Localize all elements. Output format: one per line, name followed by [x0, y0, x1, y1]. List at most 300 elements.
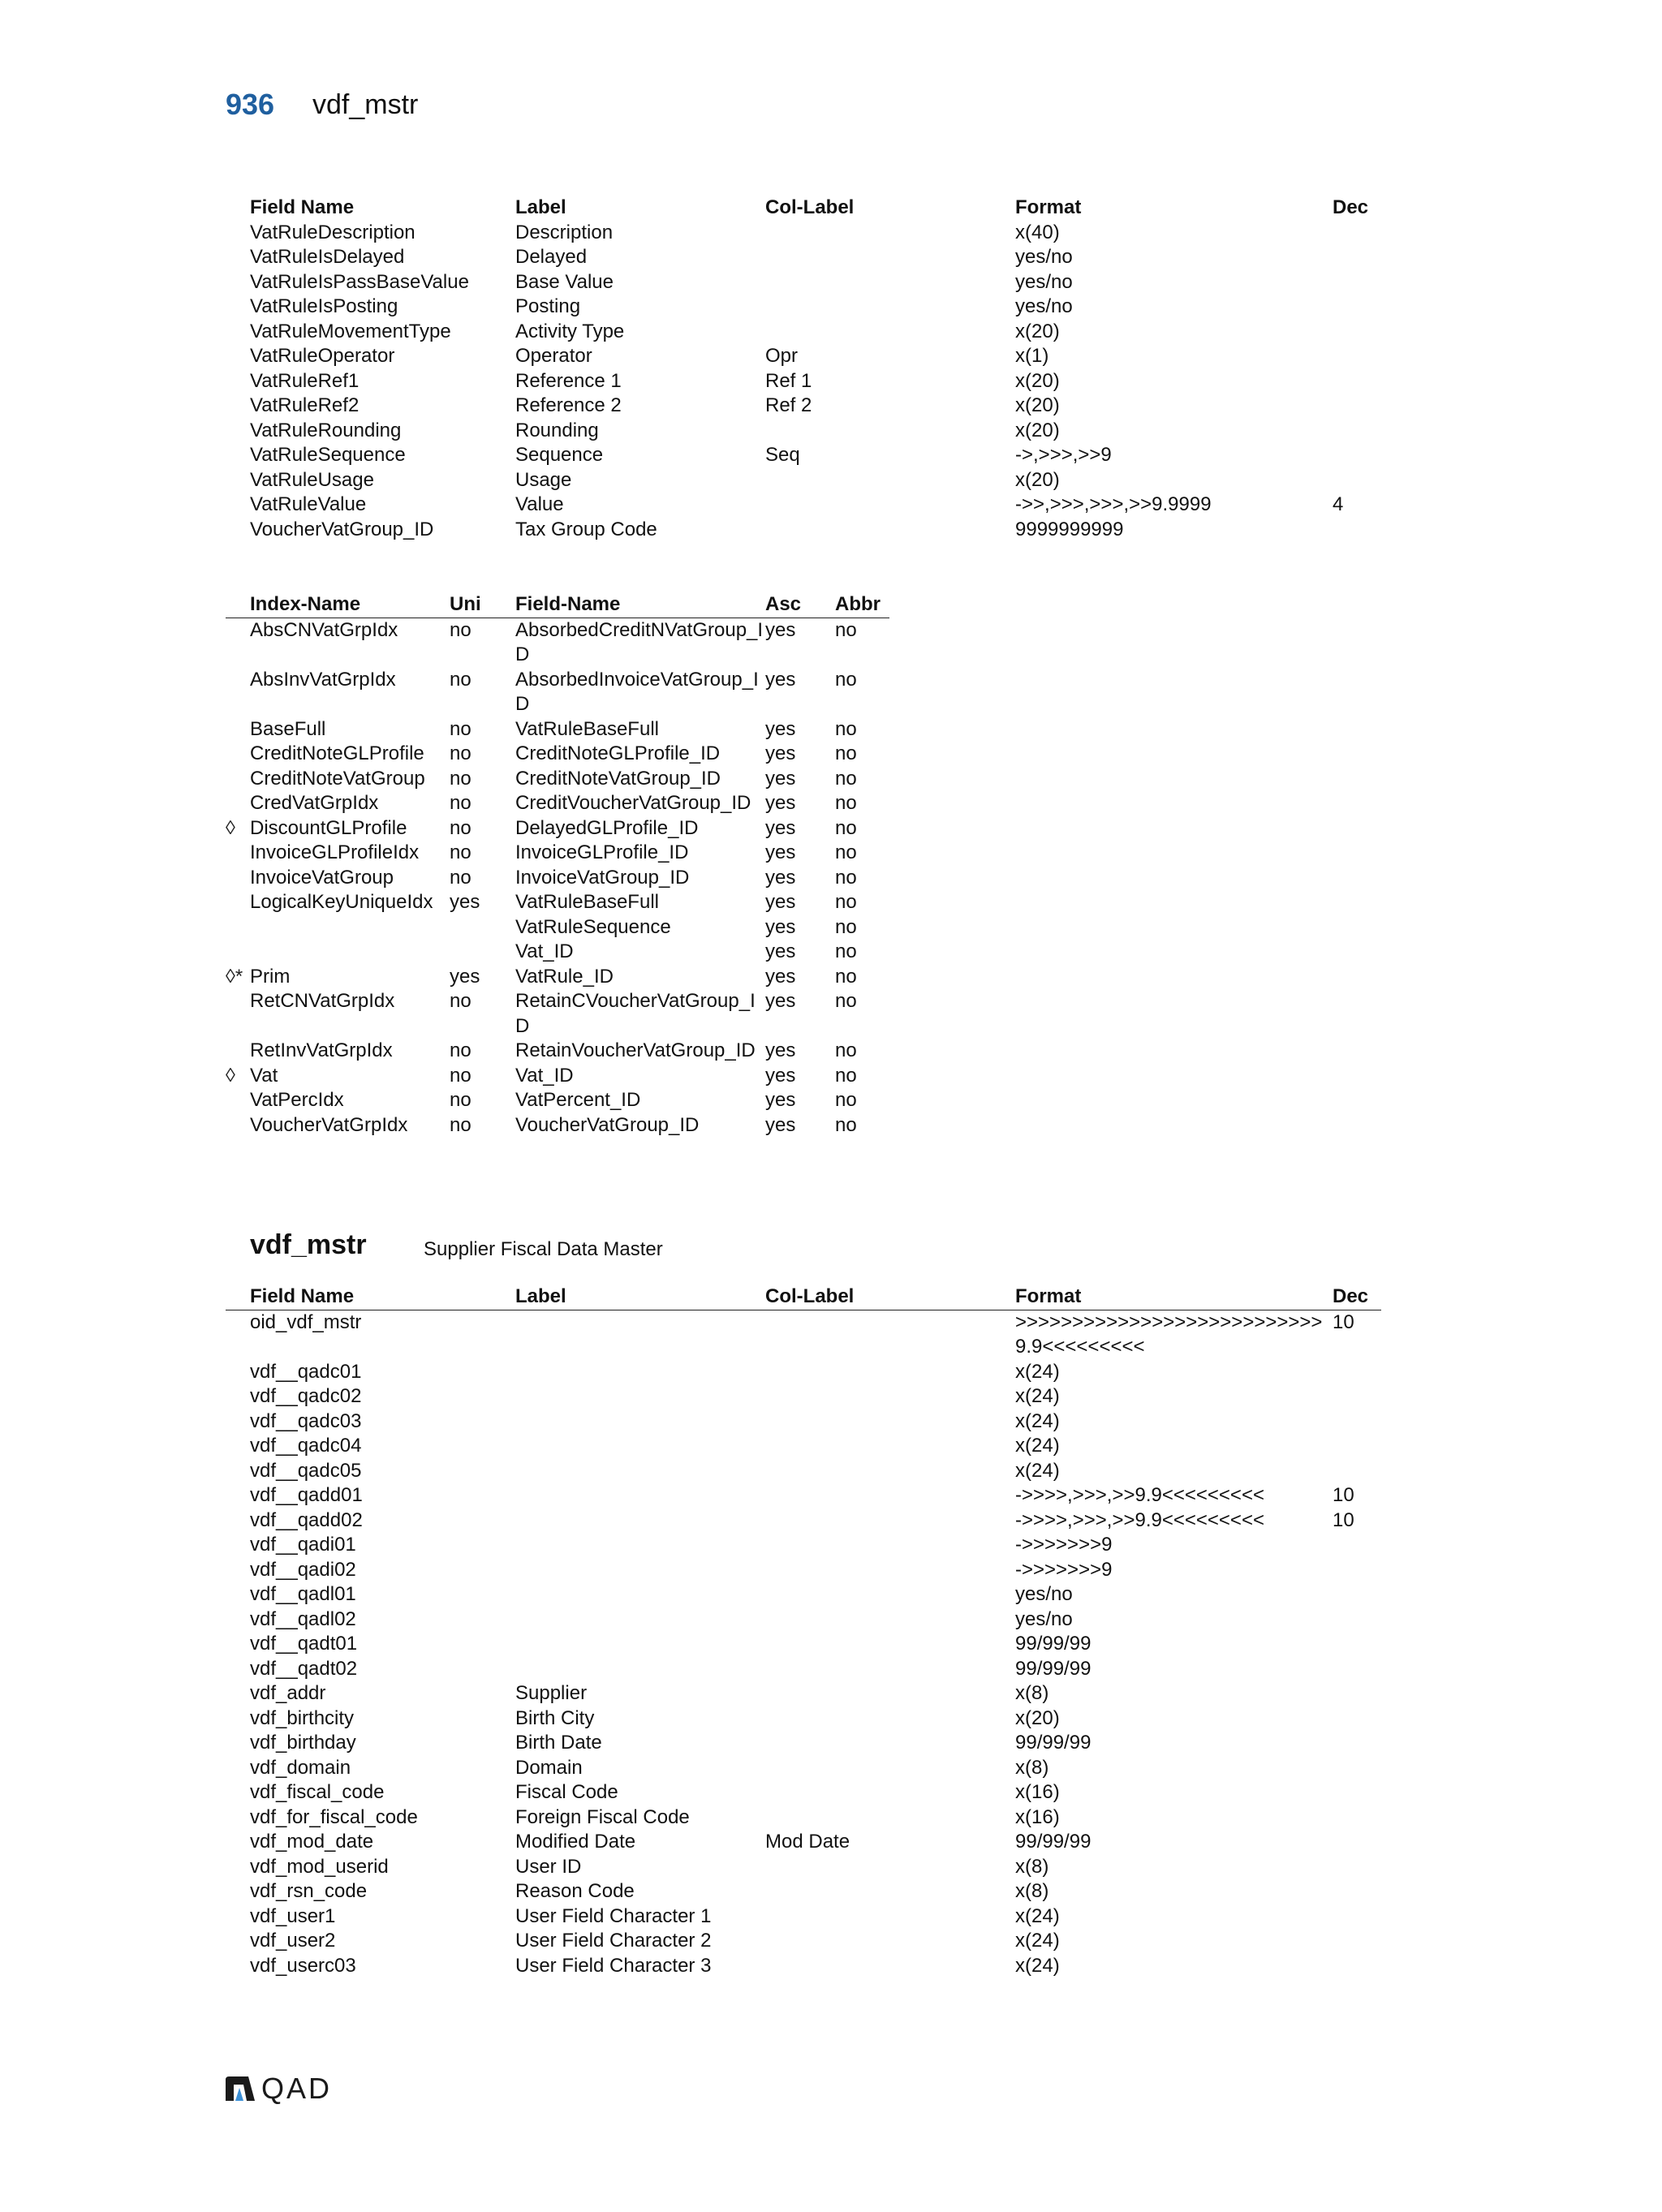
- table-cell: [226, 717, 250, 742]
- table-row: [226, 668, 889, 717]
- table-cell: vdf_for_fiscal_code: [250, 1805, 418, 1828]
- table-row: [226, 940, 889, 965]
- header-index-name: Index-Name: [250, 593, 361, 615]
- table-cell: [765, 1582, 1015, 1607]
- table-cell: VatRuleUsage: [250, 468, 374, 491]
- table-cell: Ref 2: [765, 394, 812, 416]
- table-cell: [765, 1459, 1015, 1484]
- table-row: [226, 295, 1381, 320]
- table-cell: 10: [1333, 1310, 1354, 1333]
- table-cell: Usage: [515, 468, 572, 491]
- table-cell: [1333, 1756, 1381, 1781]
- table-cell: vdf_domain: [250, 1756, 351, 1779]
- table-row: [226, 965, 889, 990]
- table-row: [226, 1039, 889, 1064]
- table-cell: [515, 1384, 765, 1409]
- table-row: [226, 1533, 1381, 1558]
- table-cell: vdf_fiscal_code: [250, 1781, 385, 1803]
- table-cell: [1333, 1360, 1381, 1385]
- table-cell: [765, 1706, 1015, 1732]
- table-cell: [1333, 1830, 1381, 1855]
- table-cell: [250, 915, 450, 940]
- table-cell: vdf_user1: [250, 1904, 336, 1927]
- table-cell: User Field Character 3: [515, 1954, 712, 1977]
- table-cell: [1333, 270, 1381, 295]
- table-cell: [226, 668, 250, 717]
- table-cell: vdf_userc03: [250, 1954, 356, 1977]
- table-cell: yes: [765, 990, 796, 1012]
- table-cell: x(8): [1015, 1855, 1049, 1878]
- table-cell: vdf__qadt01: [250, 1633, 358, 1655]
- table-cell: no: [450, 1039, 471, 1061]
- table-cell: Operator: [515, 345, 592, 367]
- table-cell: [765, 320, 1015, 345]
- table-row: [226, 1310, 1381, 1360]
- table-row: [226, 1879, 1381, 1904]
- table-row: [226, 1855, 1381, 1880]
- table-cell: vdf__qadd01: [250, 1484, 363, 1506]
- table-cell: no: [835, 816, 857, 839]
- table-cell: Vat_ID: [515, 1064, 574, 1087]
- field-table-1: [226, 196, 1381, 542]
- table-cell: [765, 468, 1015, 493]
- table-header-row: [226, 592, 889, 618]
- header-col-label: Col-Label: [765, 196, 855, 218]
- table-cell: InvoiceVatGroup: [250, 866, 394, 889]
- table-cell: 99/99/99: [1015, 1657, 1091, 1680]
- table-row: [226, 419, 1381, 444]
- table-cell: no: [835, 767, 857, 790]
- index-table: [226, 592, 889, 1138]
- section-description: Supplier Fiscal Data Master: [424, 1238, 663, 1260]
- table-cell: InvoiceGLProfileIdx: [250, 841, 420, 863]
- table-cell: ->>>>,>>>,>>9.9<<<<<<<<<: [1015, 1484, 1264, 1506]
- table-cell: [1333, 1879, 1381, 1904]
- table-cell: x(16): [1015, 1805, 1060, 1828]
- table-cell: no: [450, 618, 471, 641]
- table-cell: 99/99/99: [1015, 1831, 1091, 1853]
- table-cell: [250, 940, 450, 965]
- table-row: [226, 1384, 1381, 1409]
- table-cell: [1333, 1954, 1381, 1979]
- table-cell: [515, 1483, 765, 1508]
- header-label: Label: [515, 1285, 566, 1307]
- table-cell: no: [450, 792, 471, 814]
- table-row: [226, 841, 889, 866]
- table-cell: [226, 742, 250, 767]
- table-cell: [1333, 221, 1381, 246]
- table-cell: [765, 1904, 1015, 1930]
- table-row: [226, 866, 889, 891]
- table-cell: [1333, 1681, 1381, 1706]
- table-row: [226, 742, 889, 767]
- table-row: [226, 1681, 1381, 1706]
- table-cell: yes: [765, 940, 796, 962]
- table-cell: vdf__qadt02: [250, 1657, 358, 1680]
- header-abbr: Abbr: [835, 593, 881, 615]
- table-cell: yes: [765, 866, 796, 889]
- table-cell: VatRuleRef2: [250, 394, 360, 416]
- table-cell: no: [450, 841, 471, 863]
- table-cell: no: [835, 891, 857, 913]
- table-cell: x(24): [1015, 1409, 1060, 1432]
- table-cell: yes: [765, 742, 796, 764]
- table-cell: vdf_birthday: [250, 1732, 356, 1754]
- table-cell: x(24): [1015, 1435, 1060, 1457]
- table-row: [226, 915, 889, 940]
- table-cell: Base Value: [515, 270, 614, 293]
- table-cell: x(24): [1015, 1385, 1060, 1407]
- table-cell: Opr: [765, 345, 799, 367]
- table-cell: [226, 1088, 250, 1113]
- table-cell: [226, 1039, 250, 1064]
- table-cell: Sequence: [515, 444, 604, 466]
- table-cell: x(8): [1015, 1756, 1049, 1779]
- table-cell: ->>>>,>>>,>>9.9<<<<<<<<<: [1015, 1508, 1264, 1531]
- table-cell: [1333, 1904, 1381, 1930]
- table-cell: no: [450, 816, 471, 839]
- table-cell: yes/no: [1015, 1607, 1073, 1630]
- table-cell: [515, 1310, 765, 1360]
- page-number: 936: [226, 88, 275, 121]
- table-cell: yes: [765, 915, 796, 938]
- table-cell: 4: [1333, 493, 1344, 515]
- header-col-label: Col-Label: [765, 1285, 855, 1307]
- table-cell: Fiscal Code: [515, 1781, 618, 1803]
- table-cell: [765, 1409, 1015, 1435]
- table-cell: yes: [765, 841, 796, 863]
- table-cell: CredVatGrpIdx: [250, 792, 379, 814]
- table-cell: Reference 1: [515, 369, 622, 392]
- table-cell: Vat: [250, 1064, 278, 1087]
- table-cell: AbsorbedInvoiceVatGroup_ID: [515, 668, 759, 715]
- table-cell: [1333, 518, 1381, 543]
- table-cell: no: [450, 668, 471, 691]
- table-cell: User Field Character 2: [515, 1930, 712, 1952]
- table-cell: [765, 1310, 1015, 1360]
- table-cell: Tax Group Code: [515, 518, 657, 540]
- table-cell: [1333, 1731, 1381, 1756]
- table-cell: ◊: [226, 816, 235, 839]
- table-row: [226, 1830, 1381, 1855]
- table-cell: [1333, 1805, 1381, 1831]
- table-cell: [765, 1954, 1015, 1979]
- page-title: vdf_mstr: [312, 89, 419, 120]
- table-cell: [1333, 1780, 1381, 1805]
- header-format: Format: [1015, 196, 1082, 218]
- table-cell: yes/no: [1015, 295, 1073, 317]
- table-cell: [226, 767, 250, 792]
- table-row: [226, 1088, 889, 1113]
- table-cell: vdf__qadc01: [250, 1360, 362, 1383]
- table-cell: no: [835, 668, 857, 691]
- table-cell: [515, 1582, 765, 1607]
- table-cell: Ref 1: [765, 369, 812, 392]
- footer-logo: [224, 2072, 332, 2106]
- table-cell: [1333, 1409, 1381, 1435]
- table-cell: x(24): [1015, 1930, 1060, 1952]
- table-cell: x(20): [1015, 394, 1060, 416]
- table-cell: 9999999999: [1015, 518, 1124, 540]
- table-row: [226, 344, 1381, 369]
- table-row: [226, 890, 889, 915]
- table-cell: [226, 915, 250, 940]
- table-cell: RetainVoucherVatGroup_ID: [515, 1039, 756, 1061]
- table-row: [226, 1434, 1381, 1459]
- table-cell: yes: [765, 1089, 796, 1111]
- table-cell: vdf__qadc03: [250, 1409, 362, 1432]
- table-cell: [515, 1360, 765, 1385]
- table-cell: [226, 841, 250, 866]
- table-cell: [1333, 1632, 1381, 1657]
- table-cell: VatRuleSequence: [250, 444, 406, 466]
- table-cell: Birth City: [515, 1706, 595, 1729]
- table-cell: InvoiceGLProfile_ID: [515, 841, 689, 863]
- table-cell: Posting: [515, 295, 581, 317]
- table-cell: vdf__qadi01: [250, 1534, 356, 1556]
- table-cell: User ID: [515, 1855, 582, 1878]
- table-row: [226, 394, 1381, 419]
- header-field-name: Field Name: [250, 196, 355, 218]
- table-cell: [226, 940, 250, 965]
- table-cell: yes: [765, 668, 796, 691]
- field-table-2: [226, 1285, 1381, 1978]
- table-cell: [450, 915, 515, 940]
- table-cell: Foreign Fiscal Code: [515, 1805, 690, 1828]
- table-cell: [1333, 1384, 1381, 1409]
- table-cell: [226, 866, 250, 891]
- table-cell: x(20): [1015, 320, 1060, 342]
- table-cell: [765, 419, 1015, 444]
- table-cell: vdf__qadc04: [250, 1435, 362, 1457]
- table-cell: yes: [765, 717, 796, 740]
- table-cell: Seq: [765, 444, 800, 466]
- table-cell: no: [450, 717, 471, 740]
- table-cell: Delayed: [515, 246, 588, 268]
- table-cell: Vat_ID: [515, 940, 574, 962]
- table-cell: ◊*: [226, 965, 243, 988]
- table-cell: [1333, 1929, 1381, 1954]
- table-cell: AbsorbedCreditNVatGroup_ID: [515, 618, 764, 665]
- table-row: [226, 369, 1381, 394]
- table-cell: [1333, 1459, 1381, 1484]
- table-cell: no: [450, 866, 471, 889]
- table-cell: yes: [765, 891, 796, 913]
- section-title: vdf_mstr: [250, 1229, 367, 1260]
- table-cell: InvoiceVatGroup_ID: [515, 866, 690, 889]
- table-cell: RetInvVatGrpIdx: [250, 1039, 393, 1061]
- table-cell: [1333, 1533, 1381, 1558]
- table-cell: [515, 1409, 765, 1435]
- table-cell: [765, 1879, 1015, 1904]
- table-cell: vdf__qadd02: [250, 1508, 363, 1531]
- table-row: [226, 767, 889, 792]
- table-cell: Rounding: [515, 419, 599, 441]
- table-cell: vdf__qadl01: [250, 1583, 356, 1605]
- table-row: [226, 1558, 1381, 1583]
- table-cell: CreditNoteVatGroup_ID: [515, 767, 721, 790]
- table-cell: AbsInvVatGrpIdx: [250, 668, 396, 691]
- table-cell: no: [835, 792, 857, 814]
- table-cell: no: [835, 866, 857, 889]
- table-cell: [226, 989, 250, 1039]
- header-field-name: Field-Name: [515, 593, 621, 615]
- table-row: [226, 1954, 1381, 1979]
- header-dec: Dec: [1333, 1285, 1369, 1307]
- table-cell: ◊: [226, 1064, 235, 1087]
- table-cell: yes: [450, 965, 480, 988]
- table-cell: ->>,>>>,>>>,>>9.9999: [1015, 493, 1212, 515]
- table-cell: no: [450, 1089, 471, 1111]
- table-cell: no: [835, 742, 857, 764]
- table-cell: [765, 1384, 1015, 1409]
- table-cell: [226, 618, 250, 668]
- table-cell: no: [835, 841, 857, 863]
- table-cell: Reason Code: [515, 1880, 635, 1902]
- table-cell: CreditNoteGLProfile_ID: [515, 742, 721, 764]
- table-cell: VatRuleDescription: [250, 221, 416, 243]
- table-cell: [765, 1731, 1015, 1756]
- table-cell: [1333, 468, 1381, 493]
- table-row: [226, 1632, 1381, 1657]
- table-cell: x(20): [1015, 1706, 1060, 1729]
- table-cell: [765, 1508, 1015, 1534]
- table-cell: [765, 518, 1015, 543]
- table-cell: [1333, 1657, 1381, 1682]
- header-dec: Dec: [1333, 196, 1369, 218]
- table-cell: vdf__qadc05: [250, 1459, 362, 1482]
- table-row: [226, 618, 889, 668]
- table-cell: vdf_user2: [250, 1930, 336, 1952]
- table-cell: [765, 1483, 1015, 1508]
- table-cell: yes/no: [1015, 270, 1073, 293]
- table-cell: VoucherVatGrpIdx: [250, 1113, 408, 1136]
- table-row: [226, 1805, 1381, 1831]
- table-cell: [765, 245, 1015, 270]
- table-cell: no: [835, 1089, 857, 1111]
- table-cell: x(40): [1015, 221, 1060, 243]
- table-cell: yes: [765, 792, 796, 814]
- table-cell: >>>>>>>>>>>>>>>>>>>>>>>>>>>9.9<<<<<<<<<: [1015, 1310, 1323, 1358]
- table-cell: x(24): [1015, 1904, 1060, 1927]
- table-cell: [1333, 320, 1381, 345]
- table-cell: VatRuleOperator: [250, 345, 395, 367]
- table-row: [226, 493, 1381, 518]
- table-cell: 10: [1333, 1508, 1354, 1531]
- table-cell: x(20): [1015, 369, 1060, 392]
- table-cell: Modified Date: [515, 1831, 636, 1853]
- table-row: [226, 221, 1381, 246]
- table-cell: ->>>>>>>9: [1015, 1534, 1113, 1556]
- table-row: [226, 443, 1381, 468]
- table-cell: no: [450, 767, 471, 790]
- table-row: [226, 1360, 1381, 1385]
- table-cell: VatRuleRounding: [250, 419, 402, 441]
- table-cell: yes: [765, 618, 796, 641]
- table-cell: VatPercent_ID: [515, 1089, 641, 1111]
- table-cell: Activity Type: [515, 320, 625, 342]
- table-cell: ->>>>>>>9: [1015, 1558, 1113, 1581]
- table-row: [226, 1780, 1381, 1805]
- table-row: [226, 1409, 1381, 1435]
- table-cell: vdf_addr: [250, 1682, 326, 1704]
- table-cell: User Field Character 1: [515, 1904, 712, 1927]
- table-cell: yes: [765, 965, 796, 988]
- table-cell: VoucherVatGroup_ID: [515, 1113, 700, 1136]
- table-header-row: [226, 196, 1381, 221]
- table-cell: Domain: [515, 1756, 583, 1779]
- table-row: [226, 245, 1381, 270]
- table-cell: no: [450, 990, 471, 1012]
- table-cell: no: [835, 1039, 857, 1061]
- table-cell: [765, 1632, 1015, 1657]
- table-cell: CreditNoteGLProfile: [250, 742, 424, 764]
- table-row: [226, 1929, 1381, 1954]
- table-cell: VatRuleValue: [250, 493, 367, 515]
- table-cell: [765, 1805, 1015, 1831]
- table-row: [226, 320, 1381, 345]
- table-row: [226, 816, 889, 841]
- table-cell: [1333, 369, 1381, 394]
- table-cell: x(20): [1015, 419, 1060, 441]
- table-cell: x(8): [1015, 1880, 1049, 1902]
- header-format: Format: [1015, 1285, 1082, 1307]
- table-row: [226, 791, 889, 816]
- table-cell: no: [835, 940, 857, 962]
- table-cell: no: [835, 965, 857, 988]
- table-cell: [1333, 419, 1381, 444]
- table-cell: [765, 1533, 1015, 1558]
- table-row: [226, 1731, 1381, 1756]
- table-cell: RetainCVoucherVatGroup_ID: [515, 990, 756, 1037]
- table-cell: Description: [515, 221, 614, 243]
- table-cell: yes: [765, 1064, 796, 1087]
- table-cell: DelayedGLProfile_ID: [515, 816, 699, 839]
- table-cell: [765, 1657, 1015, 1682]
- table-cell: VatRuleIsDelayed: [250, 246, 405, 268]
- table-cell: [765, 1756, 1015, 1781]
- table-cell: [765, 1434, 1015, 1459]
- table-cell: [1333, 1434, 1381, 1459]
- table-header-row: [226, 1285, 1381, 1310]
- table-cell: [1333, 344, 1381, 369]
- table-cell: yes: [765, 816, 796, 839]
- table-row: [226, 1607, 1381, 1633]
- table-cell: x(1): [1015, 345, 1049, 367]
- table-cell: no: [450, 1064, 471, 1087]
- table-cell: vdf_rsn_code: [250, 1880, 368, 1902]
- table-cell: no: [835, 1113, 857, 1136]
- table-cell: [1333, 443, 1381, 468]
- table-cell: x(16): [1015, 1781, 1060, 1803]
- table-cell: no: [835, 915, 857, 938]
- table-cell: yes: [450, 891, 480, 913]
- table-cell: x(20): [1015, 468, 1060, 491]
- logo-text: QAD: [261, 2072, 333, 2105]
- table-cell: x(8): [1015, 1682, 1049, 1704]
- table-cell: x(24): [1015, 1954, 1060, 1977]
- table-row: [226, 1582, 1381, 1607]
- header-field-name: Field Name: [250, 1285, 355, 1307]
- header-asc: Asc: [765, 593, 802, 615]
- table-cell: [1333, 1558, 1381, 1583]
- table-cell: [1333, 245, 1381, 270]
- table-cell: [515, 1434, 765, 1459]
- table-cell: [226, 890, 250, 915]
- table-cell: [765, 295, 1015, 320]
- table-cell: [450, 940, 515, 965]
- table-cell: 99/99/99: [1015, 1633, 1091, 1655]
